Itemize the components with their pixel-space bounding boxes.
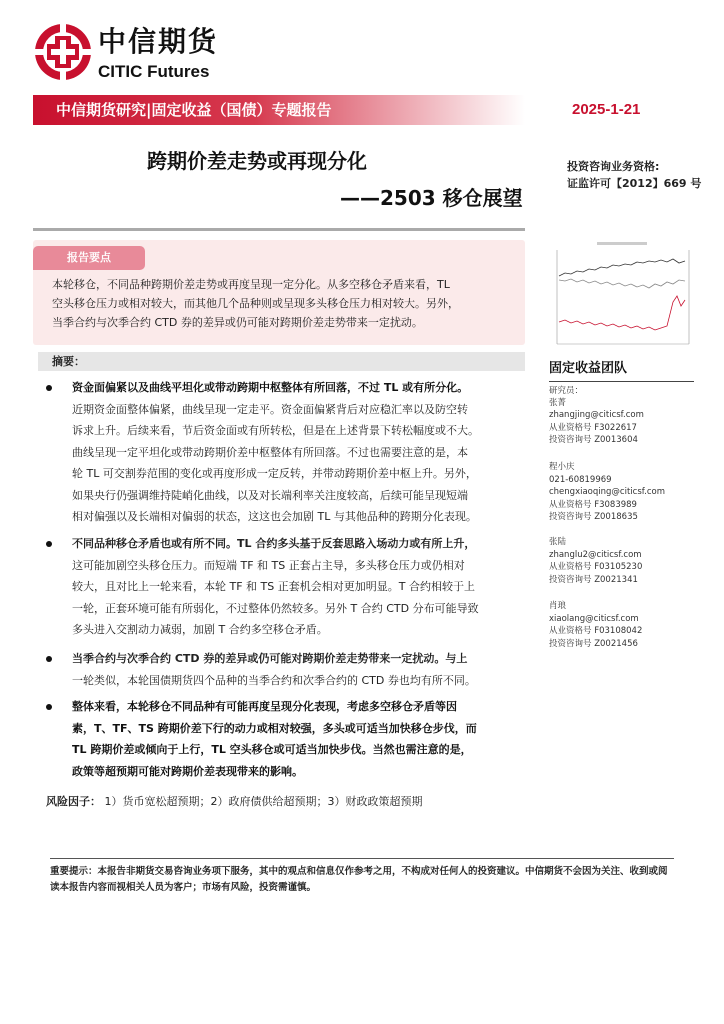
member-phone: 021-60819969 — [549, 475, 612, 485]
summary-line: 诉求上升。后续来看，节后资金面或有所转松，但是在上述背景下转松幅度或不大。 — [72, 424, 479, 437]
member-consult: 投资咨询号 Z0018635 — [549, 512, 638, 522]
team-title: 固定收益团队 — [549, 361, 628, 376]
summary-line: 整体来看，本轮移仓不同品种有可能再度呈现分化表现，考虑多空移仓矛盾等因 — [72, 700, 457, 713]
member-name: 张陆 — [549, 537, 567, 547]
summary-line: 近期资金面整体偏紧，曲线呈现一定走平。资金面偏紧背后对应稳汇率以及防空转 — [72, 402, 468, 416]
summary-line: 曲线呈现一定平坦化或带动跨期价差中枢整体有所回落。不过也需要注意的是，本 — [72, 445, 468, 459]
summary-line: 一轮类似，本轮国债期货四个品种的当季合约和次季合约的 CTD 券也均有所不同。 — [72, 673, 476, 687]
summary-line: 政策等超预期可能对跨期价差表现带来的影响。 — [72, 764, 303, 778]
key-point-line: 当季合约与次季合约 CTD 券的差异或仍可能对跨期价差走势带来一定扰动。 — [52, 316, 423, 329]
key-points-tag: 报告要点 — [33, 246, 145, 270]
member-cert: 从业资格号 F03108042 — [549, 626, 643, 636]
summary-item-3 — [72, 648, 527, 691]
summary-line: 如果央行仍强调维持陡峭化曲线，以及对长端利率关注度较高，后续可能呈现短端 — [72, 488, 468, 502]
risk-text: 1）货币宽松超预期；2）政府债供给超预期；3）财政政策超预期 — [104, 795, 423, 808]
key-point-line: 本轮移仓，不同品种跨期价差走势或再度呈现一定分化。从多空移仓矛盾来看，TL — [52, 278, 450, 291]
report-title: 跨期价差走势或再现分化 — [147, 149, 367, 173]
summary-line: 轮 TL 可交割券范围的变化或再度形成一定反转，并带动跨期价差中枢上升。另外， — [72, 467, 477, 480]
member-consult: 投资咨询号 Z0021456 — [549, 639, 638, 649]
cover-chart-image — [549, 240, 694, 355]
risk-label: 风险因子： — [46, 795, 101, 808]
bullet-icon — [46, 704, 52, 710]
member-consult: 投资咨询号 Z0013604 — [549, 435, 638, 445]
member-cert: 从业资格号 F03105230 — [549, 562, 643, 572]
member-email: chengxiaoqing@citicsf.com — [549, 487, 665, 497]
report-date: 2025-1-21 — [572, 101, 641, 118]
summary-line: 资金面偏紧以及曲线平坦化或带动跨期中枢整体有所回落，不过 TL 或有所分化。 — [72, 381, 469, 394]
summary-label: 摘要： — [52, 355, 85, 368]
summary-line: TL 跨期价差或倾向于上行，TL 空头移仓或可适当加快步伐。当然也需注意的是， — [72, 743, 472, 756]
summary-line: 相对偏强以及长端相对偏弱的状态，这这也会加剧 TL 与其他品种的跨期分化表现。 — [72, 510, 477, 523]
summary-line: 素，T、TF、TS 跨期价差下行的动力或相对较强，多头或可适当加快移仓步伐，而 — [72, 721, 477, 735]
member-cert: 从业资格号 F3022617 — [549, 423, 637, 433]
summary-item-4 — [72, 696, 527, 782]
summary-line: 一轮，正套环境可能有所弱化，不过整体仍然较多。另外 T 合约 CTD 分布可能导致 — [72, 601, 479, 615]
member-name: 程小庆 — [549, 462, 575, 472]
member-cert: 从业资格号 F3083989 — [549, 500, 637, 510]
chart-caption-bar — [597, 242, 647, 245]
summary-line: 当季合约与次季合约 CTD 券的差异或仍可能对跨期价差走势带来一定扰动。与上 — [72, 652, 468, 665]
summary-line: 多头进入交割动力减弱，加剧 T 合约多空移仓矛盾。 — [72, 623, 328, 636]
title-divider — [33, 228, 525, 231]
report-type-label: 中信期货研究|固定收益（国债）专题报告 — [56, 101, 332, 119]
report-subtitle: ——2503 移仓展望 — [340, 186, 523, 210]
bullet-icon — [46, 656, 52, 662]
summary-item-1 — [72, 377, 527, 528]
member-name: 张菁 — [549, 398, 567, 408]
member-email: zhangjing@citicsf.com — [549, 410, 644, 420]
brand-name-cn: 中信期货 — [98, 25, 219, 58]
researcher-label: 研究员： — [549, 386, 584, 396]
team-divider — [549, 381, 694, 382]
summary-header-bar — [38, 352, 525, 371]
member-consult: 投资咨询号 Z0021341 — [549, 575, 638, 585]
member-email: xiaolang@citicsf.com — [549, 614, 639, 624]
bullet-icon — [46, 541, 52, 547]
brand-name-en: CITIC Futures — [98, 62, 210, 81]
qualification-label: 投资咨询业务资格: — [567, 160, 660, 173]
footer-divider — [50, 858, 674, 859]
citic-logo-icon — [33, 22, 93, 82]
member-name: 肖琅 — [549, 601, 567, 611]
summary-line: 较大，且对比上一轮来看，本轮 TF 和 TS 正套机会相对更加明显。T 合约相较于上 — [72, 580, 475, 593]
qualification-license: 证监许可【2012】669 号 — [567, 177, 702, 190]
risk-factors — [46, 794, 423, 810]
summary-line: 不同品种移仓矛盾也或有所不同。TL 合约多头基于反套思路入场动力或有所上升， — [72, 537, 476, 550]
key-points-text — [52, 275, 514, 332]
summary-item-2 — [72, 533, 527, 641]
bullet-icon — [46, 385, 52, 391]
disclaimer: 重要提示：本报告非期货交易咨询业务项下服务，其中的观点和信息仅作参考之用，不构成对任何人的投资建议。中信期货不会因为关注、收到或阅读本报告内容而视相关人员为客户；市场有风险，投资需谨慎。 — [50, 866, 668, 893]
key-point-line: 空头移仓压力或相对较大，而其他几个品种则或呈现多头移仓压力相对较大。另外， — [52, 297, 459, 310]
member-email: zhanglu2@citicsf.com — [549, 550, 642, 560]
summary-line: 这可能加剧空头移仓压力。而短端 TF 和 TS 正套占主导，多头移仓压力或仍相对 — [72, 558, 465, 572]
